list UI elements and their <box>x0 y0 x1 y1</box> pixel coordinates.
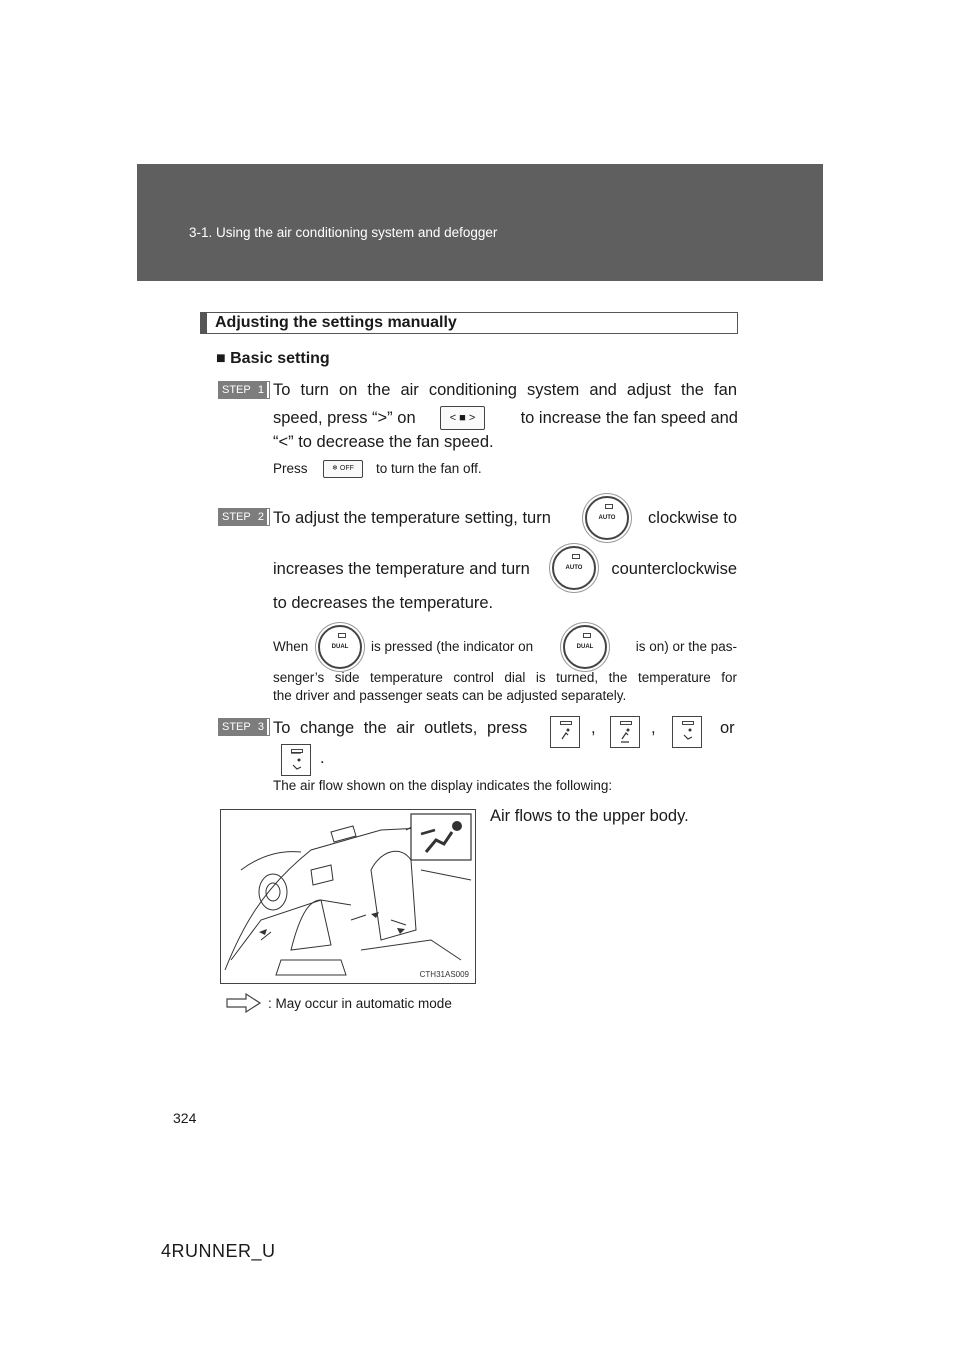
heading-text: Adjusting the settings manually <box>215 314 457 331</box>
bi-level-button-icon <box>610 716 640 748</box>
step2-note2: senger’s side temperature control dial is turned, the temperature for <box>273 670 737 685</box>
step3-note: The air flow shown on the display indicates the following: <box>273 778 613 793</box>
figure-code: CTH31AS009 <box>419 970 469 979</box>
step3-sep2: , <box>651 719 656 737</box>
step1-line3: “<” to decrease the fan speed. <box>273 433 494 451</box>
step3-line1: To change the air outlets, press <box>273 719 528 737</box>
step2-line2b: counterclockwise <box>611 560 737 578</box>
arrow-icon <box>226 993 262 1013</box>
sub-heading: ■ Basic setting <box>216 350 330 367</box>
page-number: 324 <box>173 1110 197 1126</box>
step-label: STEP <box>222 511 251 523</box>
legend-text: : May occur in automatic mode <box>268 996 452 1011</box>
step2-line1a: To adjust the temperature setting, turn <box>273 509 551 527</box>
step1-line2a: speed, press “>” on <box>273 409 416 427</box>
section-heading <box>200 312 738 334</box>
step-label: STEP <box>222 721 251 733</box>
step3-end: . <box>320 749 325 767</box>
step3-sep1: , <box>591 719 596 737</box>
dual-button-icon <box>318 625 362 669</box>
fan-off-button: ❄ OFF <box>323 460 363 478</box>
knob-indicator <box>338 633 346 638</box>
step-number: 3 <box>257 721 264 733</box>
step2-note1b: is pressed (the indicator on <box>371 639 534 654</box>
fan-speed-button: < ■ > <box>440 406 485 430</box>
knob-indicator <box>583 633 591 638</box>
step-2-badge <box>219 509 269 525</box>
step1-line1: To turn on the air conditioning system and adjust the fan <box>273 381 737 399</box>
footer-model: 4RUNNER_U <box>161 1241 276 1261</box>
step-number: 1 <box>257 384 264 396</box>
step-3-badge <box>219 719 269 735</box>
knob-label: AUTO <box>565 565 583 571</box>
step2-line2a: increases the temperature and turn <box>273 560 530 578</box>
step2-line1b: clockwise to <box>648 509 737 527</box>
step3-or: or <box>720 719 735 737</box>
knob-indicator <box>605 504 613 509</box>
dual-label: DUAL <box>576 644 594 650</box>
feet-defrost-button-icon <box>281 744 311 776</box>
face-vent-button-icon <box>550 716 580 748</box>
dual-label: DUAL <box>331 644 349 650</box>
cabin-drawing <box>221 810 475 983</box>
step2-line3: to decreases the temperature. <box>273 594 494 612</box>
temperature-knob-icon <box>585 496 629 540</box>
knob-indicator <box>572 554 580 559</box>
feet-defrost-airflow-icon <box>282 745 310 775</box>
feet-vent-button-icon <box>672 716 702 748</box>
face-airflow-icon <box>551 717 579 747</box>
step-label: STEP <box>222 384 251 396</box>
temperature-knob-icon <box>552 546 596 590</box>
header-band <box>137 164 823 281</box>
step2-note1c: is on) or the pas- <box>635 639 737 654</box>
section-title: 3-1. Using the air conditioning system and defogger <box>189 225 498 240</box>
step-1-badge <box>219 382 269 398</box>
step1-note-a: Press <box>273 461 308 476</box>
step-number: 2 <box>257 511 264 523</box>
knob-label: AUTO <box>598 515 616 521</box>
bilevel-airflow-icon <box>611 717 639 747</box>
step1-line2b: to increase the fan speed and <box>520 409 738 427</box>
cabin-airflow-illustration <box>220 809 476 984</box>
illustration-caption: Air flows to the upper body. <box>490 807 689 825</box>
step1-note-b: to turn the fan off. <box>376 461 482 476</box>
heading-bar <box>201 313 207 333</box>
feet-airflow-icon <box>673 717 701 747</box>
step2-note1a: When <box>273 639 309 654</box>
dual-button-icon <box>563 625 607 669</box>
step2-note3: the driver and passenger seats can be adjusted separately. <box>273 688 627 703</box>
